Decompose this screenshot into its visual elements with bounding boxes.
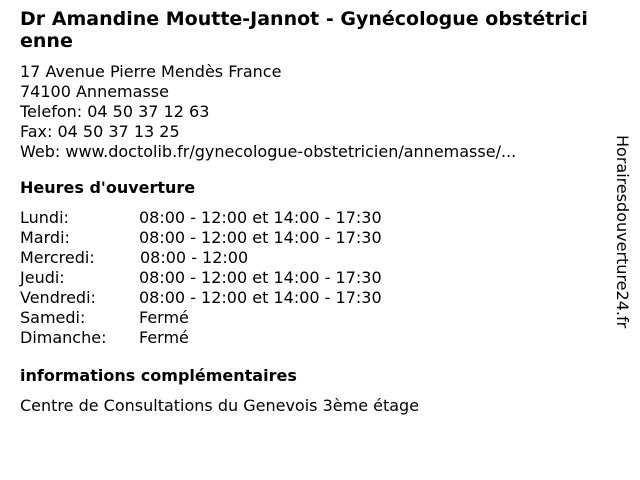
business-listing: [20, 8, 600, 416]
page-title: Dr Amandine Moutte-Jannot - Gynécologue obstétricienne: [20, 8, 588, 52]
day-label: Mardi:: [20, 228, 70, 247]
day-hours: 08:00 - 12:00: [140, 248, 249, 267]
day-hours: 08:00 - 12:00 et 14:00 - 17:30: [139, 268, 382, 287]
day-hours: 08:00 - 12:00 et 14:00 - 17:30: [139, 228, 382, 247]
day-hours: 08:00 - 12:00 et 14:00 - 17:30: [139, 208, 382, 227]
hours-row-lundi: [20, 208, 600, 228]
site-watermark: Horairesdouverture24.fr: [613, 135, 632, 329]
day-hours: Fermé: [139, 308, 189, 327]
hours-row-samedi: [20, 308, 600, 328]
contact-block: [20, 62, 600, 162]
day-hours: 08:00 - 12:00 et 14:00 - 17:30: [139, 288, 382, 307]
day-hours: Fermé: [139, 328, 189, 347]
additional-info-text: Centre de Consultations du Genevois 3ème étage: [20, 396, 420, 415]
phone-number[interactable]: Telefon: 04 50 37 12 63: [20, 102, 210, 121]
website-link[interactable]: Web: www.doctolib.fr/gynecologue-obstetricien/annemasse/...: [20, 142, 517, 161]
hours-row-mercredi: [20, 248, 600, 268]
hours-row-dimanche: [20, 328, 600, 348]
hours-row-jeudi: [20, 268, 600, 288]
day-label: Vendredi:: [20, 288, 96, 307]
day-label: Jeudi:: [20, 268, 65, 287]
additional-info-heading: informations complémentaires: [20, 366, 297, 385]
day-label: Dimanche:: [20, 328, 107, 347]
fax-number: Fax: 04 50 37 13 25: [20, 122, 180, 141]
day-label: Lundi:: [20, 208, 69, 227]
day-label: Mercredi:: [20, 248, 95, 267]
hours-heading: Heures d'ouverture: [20, 178, 196, 197]
opening-hours-table: [20, 208, 600, 348]
city-address: 74100 Annemasse: [20, 82, 169, 101]
street-address: 17 Avenue Pierre Mendès France: [20, 62, 282, 81]
day-label: Samedi:: [20, 308, 86, 327]
hours-row-mardi: [20, 228, 600, 248]
hours-row-vendredi: [20, 288, 600, 308]
